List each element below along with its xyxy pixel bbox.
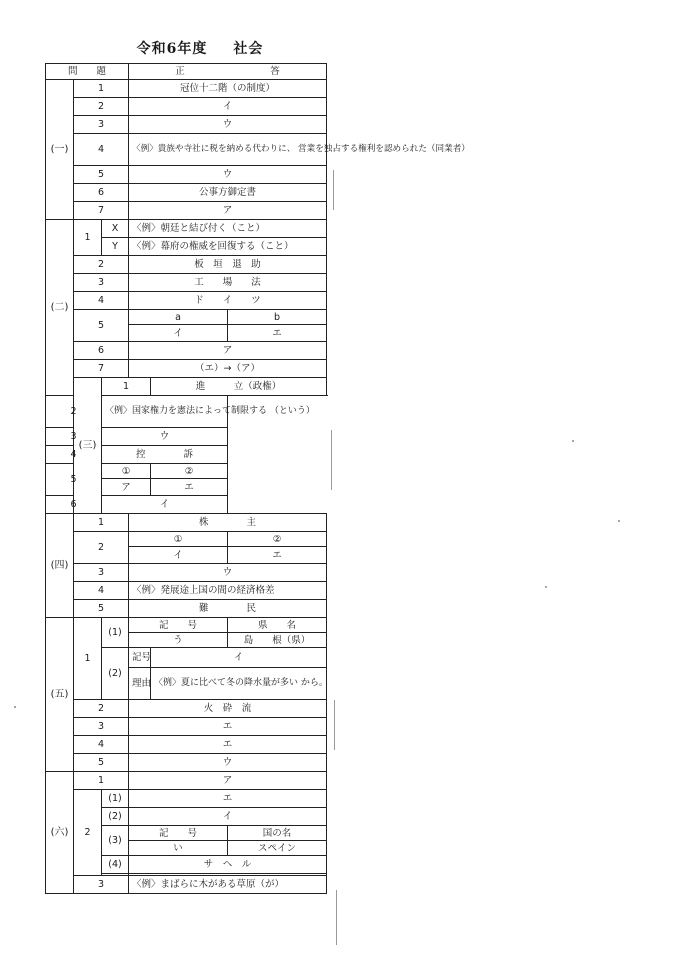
answer-cell: 〈例〉まばらに木がある草原（が） xyxy=(129,876,327,894)
table-row xyxy=(46,600,327,618)
table-row xyxy=(46,184,327,202)
scan-artifact xyxy=(334,700,335,750)
answer-cell: ウ xyxy=(129,166,327,184)
question-number: 2 xyxy=(74,256,129,274)
question-number: 5 xyxy=(74,310,129,342)
answer-cell: ア xyxy=(129,772,327,790)
question-number: 5 xyxy=(74,754,129,772)
question-number: 3 xyxy=(74,564,129,582)
answer-cell: 〈例〉夏に比べて冬の降水量が多い から。 xyxy=(151,668,327,700)
section-label: (三) xyxy=(74,378,102,514)
table-row xyxy=(46,378,327,396)
answer-cell: ア xyxy=(129,342,327,360)
question-number: 1 xyxy=(74,80,129,98)
scan-artifact xyxy=(331,430,332,490)
table-row xyxy=(46,532,327,547)
question-number: 2 xyxy=(74,790,102,876)
section-label: (四) xyxy=(46,514,74,618)
question-number: 6 xyxy=(74,184,129,202)
question-number: 1 xyxy=(74,514,129,532)
answer-cell: ド イ ツ xyxy=(129,292,327,310)
scan-dot xyxy=(14,706,16,708)
table-row xyxy=(46,134,327,166)
sub-label: (4) xyxy=(102,856,129,874)
sub-label: (3) xyxy=(102,826,129,856)
table-row xyxy=(46,98,327,116)
section-label: (二) xyxy=(46,220,74,396)
table-row xyxy=(46,618,327,633)
answer-cell: 進 立（政権） xyxy=(151,378,327,396)
table-row xyxy=(46,342,327,360)
answer-cell: 火 砕 流 xyxy=(129,700,327,718)
table-row xyxy=(46,274,327,292)
scan-artifact xyxy=(333,170,334,210)
answer-cell: イ xyxy=(151,648,327,668)
question-number: 1 xyxy=(74,618,102,700)
question-number: 7 xyxy=(74,202,129,220)
section-label: (六) xyxy=(46,772,74,894)
question-number: 4 xyxy=(74,736,129,754)
table-row xyxy=(46,310,327,325)
table-row xyxy=(46,496,327,514)
question-number: 1 xyxy=(74,772,129,790)
question-number: 2 xyxy=(46,396,102,428)
answer-cell: 〈例〉朝廷と結び付く（こと） xyxy=(129,220,327,238)
table-row xyxy=(46,464,327,479)
table-row xyxy=(46,396,327,428)
answer-cell: 工 場 法 xyxy=(129,274,327,292)
column-head-b: 県 名 xyxy=(228,618,327,633)
table-row xyxy=(46,202,327,220)
section-label: (五) xyxy=(46,618,74,772)
column-head-a: ① xyxy=(129,532,228,547)
value-a: イ xyxy=(129,325,228,342)
value-b: 島 根（県） xyxy=(228,633,327,648)
table-row xyxy=(46,876,327,894)
table-row xyxy=(46,220,327,238)
table-row xyxy=(46,790,327,808)
question-number: 6 xyxy=(46,496,102,514)
column-head-b: ② xyxy=(228,532,327,547)
question-number: 3 xyxy=(74,116,129,134)
answer-cell: 冠位十二階（の制度） xyxy=(129,80,327,98)
value-b: エ xyxy=(228,547,327,564)
table-row xyxy=(46,166,327,184)
table-header-row xyxy=(46,64,327,80)
section-label: (一) xyxy=(46,80,74,220)
sub-label: Y xyxy=(102,238,129,256)
scan-dot xyxy=(618,520,620,522)
question-number: 3 xyxy=(74,718,129,736)
sub-label: (2) xyxy=(102,808,129,826)
question-number: 3 xyxy=(74,274,129,292)
scan-artifact xyxy=(336,890,337,945)
answer-cell: サ ヘ ル xyxy=(129,856,327,874)
table-row xyxy=(46,736,327,754)
answer-cell: 難 民 xyxy=(129,600,327,618)
question-number: 5 xyxy=(46,464,102,496)
answer-cell: 控 訴 xyxy=(102,446,228,464)
answer-cell: イ xyxy=(129,98,327,116)
table-row xyxy=(46,256,327,274)
answer-cell: 板 垣 退 助 xyxy=(129,256,327,274)
question-number: 2 xyxy=(74,98,129,116)
table-row xyxy=(46,772,327,790)
question-header: 問 題 xyxy=(46,64,129,80)
question-number: 5 xyxy=(74,600,129,618)
answer-cell: ウ xyxy=(129,564,327,582)
key-label: 記号 xyxy=(129,648,151,668)
question-number: 7 xyxy=(74,360,129,378)
key-label: 理由 xyxy=(129,668,151,700)
column-head-a: 記 号 xyxy=(129,618,228,633)
column-head-b: b xyxy=(228,310,327,325)
answer-cell: エ xyxy=(129,736,327,754)
column-head-b: 国の名 xyxy=(228,826,327,841)
value-b: スペイン xyxy=(228,841,327,856)
sub-label: (2) xyxy=(102,648,129,700)
answer-cell: 〈例〉幕府の権威を回復する（こと） xyxy=(129,238,327,256)
question-number: 2 xyxy=(74,532,129,564)
answer-cell: エ xyxy=(129,790,327,808)
table-row xyxy=(46,292,327,310)
question-number: 2 xyxy=(74,700,129,718)
answer-cell: ウ xyxy=(129,116,327,134)
question-number: 1 xyxy=(74,220,102,256)
column-head-a: a xyxy=(129,310,228,325)
answer-cell: イ xyxy=(102,496,228,514)
answer-header: 正 答 xyxy=(129,64,327,80)
value-a: い xyxy=(129,841,228,856)
table-row xyxy=(46,564,327,582)
answer-cell: （エ）→（ア） xyxy=(129,360,327,378)
question-number: 4 xyxy=(74,582,129,600)
table-row xyxy=(46,754,327,772)
answer-cell: ウ xyxy=(129,754,327,772)
exam-year: 令和6年度 xyxy=(136,41,208,57)
answer-cell: ア xyxy=(129,202,327,220)
value-b: エ xyxy=(151,479,228,496)
scan-dot xyxy=(572,440,574,442)
question-number: 3 xyxy=(74,876,129,894)
table-row xyxy=(46,700,327,718)
sub-label: (1) xyxy=(102,790,129,808)
answer-cell: 〈例〉発展途上国の間の経済格差 xyxy=(129,582,327,600)
table-row xyxy=(46,718,327,736)
question-number: 5 xyxy=(74,166,129,184)
table-row xyxy=(46,360,327,378)
table-row xyxy=(46,116,327,134)
exam-subject: 社会 xyxy=(233,41,264,57)
table-row xyxy=(46,514,327,532)
question-number: 4 xyxy=(74,134,129,166)
question-number: 4 xyxy=(46,446,102,464)
column-head-b: ② xyxy=(151,464,228,479)
column-head-a: ① xyxy=(102,464,151,479)
column-head-a: 記 号 xyxy=(129,826,228,841)
sub-label: X xyxy=(102,220,129,238)
answer-cell: 公事方御定書 xyxy=(129,184,327,202)
scan-dot xyxy=(545,586,547,588)
value-a: イ xyxy=(129,547,228,564)
value-a: う xyxy=(129,633,228,648)
value-a: ア xyxy=(102,479,151,496)
table-row xyxy=(46,582,327,600)
answer-table xyxy=(45,63,470,894)
question-number: 1 xyxy=(102,378,151,396)
answer-cell: 〈例〉貴族や寺社に税を納める代わりに、 営業を独占する権利を認められた（同業者） xyxy=(129,134,327,166)
answer-cell: 〈例〉国家権力を憲法によって制限する （という） xyxy=(102,396,228,428)
question-number: 3 xyxy=(46,428,102,446)
answer-cell: 株 主 xyxy=(129,514,327,532)
answer-cell: エ xyxy=(129,718,327,736)
value-b: エ xyxy=(228,325,327,342)
question-number: 6 xyxy=(74,342,129,360)
answer-cell: イ xyxy=(129,808,327,826)
table-row xyxy=(46,80,327,98)
page-title xyxy=(0,38,400,58)
question-number: 4 xyxy=(74,292,129,310)
answer-cell: ウ xyxy=(102,428,228,446)
sub-label: (1) xyxy=(102,618,129,648)
